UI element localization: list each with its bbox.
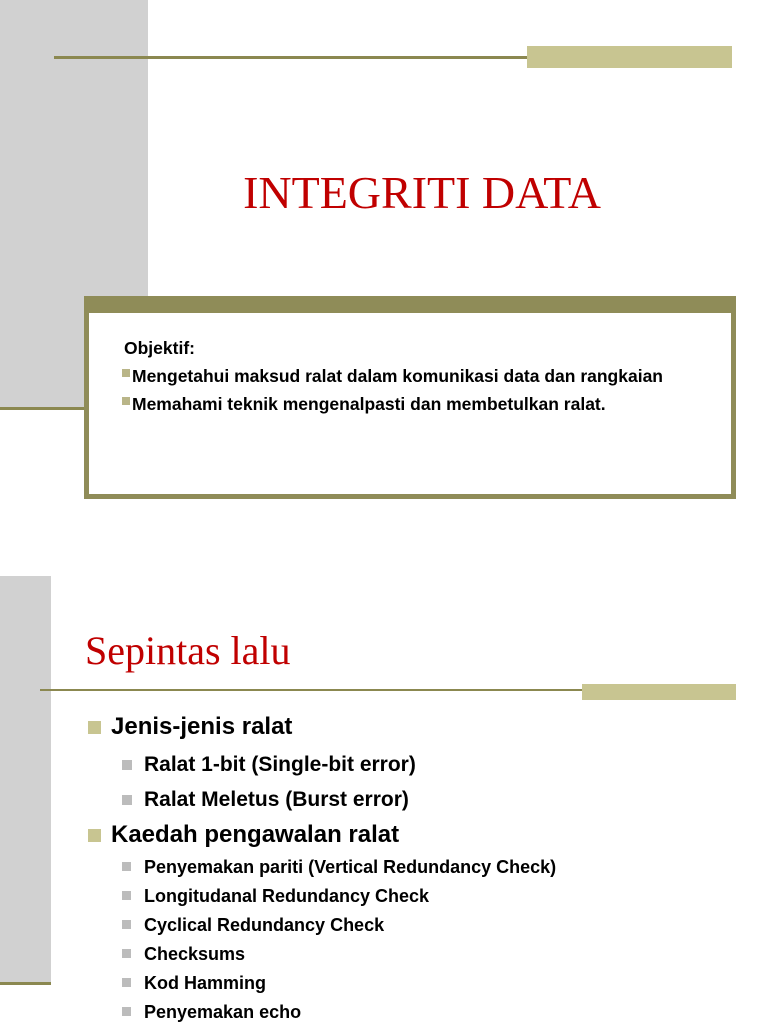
objective-item	[122, 393, 712, 415]
objective-item	[122, 365, 712, 387]
list-item-text: Kod Hamming	[144, 973, 267, 993]
square-bullet-icon	[122, 397, 130, 405]
square-bullet-icon	[88, 721, 101, 734]
list-item-text: Checksums	[144, 944, 246, 964]
list-item-text: Penyemakan pariti (Vertical Redundancy Check)	[144, 857, 557, 877]
objective-item-text: Memahami teknik mengenalpasti dan membetulkan ralat.	[132, 394, 606, 414]
objective-item-text: Mengetahui maksud ralat dalam komunikasi data dan rangkaian	[132, 366, 663, 386]
square-bullet-icon	[122, 862, 131, 871]
list-item-text: Ralat Meletus (Burst error)	[144, 788, 409, 811]
square-bullet-icon	[122, 760, 132, 770]
square-bullet-icon	[122, 795, 132, 805]
square-bullet-icon	[122, 891, 131, 900]
objective-text	[122, 337, 712, 415]
section-heading-text: Kaedah pengawalan ralat	[111, 821, 400, 848]
square-bullet-icon	[122, 949, 131, 958]
slide-title: INTEGRITI DATA	[243, 167, 601, 218]
section-heading-text: Jenis-jenis ralat	[111, 713, 293, 740]
square-bullet-icon	[122, 920, 131, 929]
list-item-text: Ralat 1-bit (Single-bit error)	[144, 753, 416, 776]
square-bullet-icon	[122, 369, 130, 377]
list-item-text: Cyclical Redundancy Check	[144, 915, 385, 935]
slide-sepintas-lalu	[0, 576, 768, 1024]
list-item-text: Penyemakan echo	[144, 1002, 302, 1022]
sidebar-decoration	[0, 576, 51, 984]
square-bullet-icon	[88, 829, 101, 842]
square-bullet-icon	[122, 978, 131, 987]
objective-heading: Objektif:	[124, 338, 195, 358]
title-accent-bar	[582, 684, 736, 700]
list-item-text: Longitudanal Redundancy Check	[144, 886, 430, 906]
top-accent-bar	[527, 46, 732, 68]
sidebar-rule	[0, 982, 51, 985]
sidebar-rule	[0, 407, 84, 410]
slide-title: Sepintas lalu	[85, 628, 291, 673]
square-bullet-icon	[122, 1007, 131, 1016]
